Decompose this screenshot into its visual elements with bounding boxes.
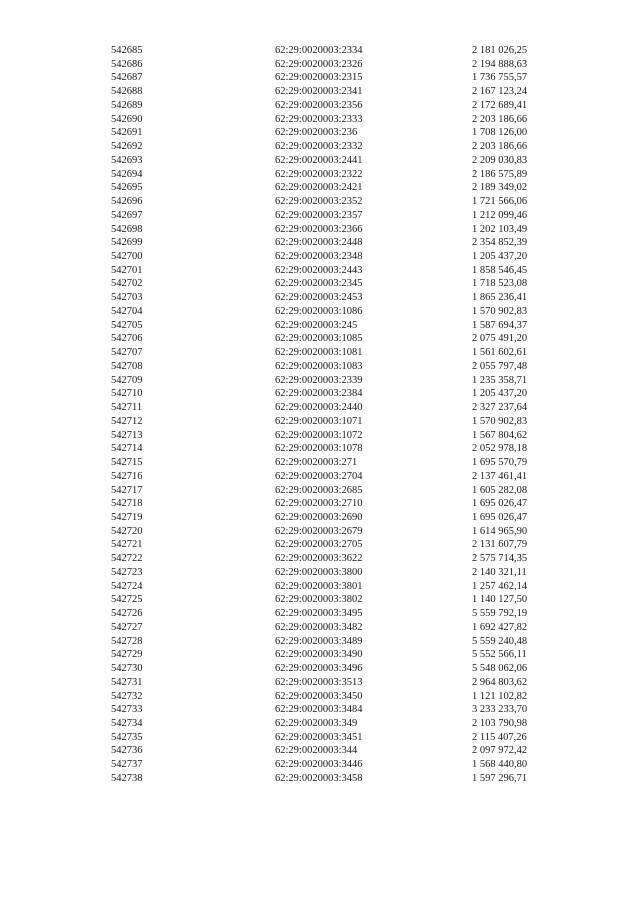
row-number: 542692 xyxy=(111,141,143,153)
cadastral-number: 62:29:0020003:3802 xyxy=(275,594,363,606)
cadastral-value: 5 548 062,06 xyxy=(472,663,528,675)
table-row xyxy=(0,154,640,168)
cadastral-number: 62:29:0020003:2356 xyxy=(275,99,363,111)
table-row xyxy=(0,387,640,401)
table-row xyxy=(0,525,640,539)
row-number: 542720 xyxy=(111,525,143,537)
table-row xyxy=(0,456,640,470)
row-number: 542693 xyxy=(111,154,143,166)
cadastral-value: 2 052 978,18 xyxy=(472,443,528,455)
row-number: 542728 xyxy=(111,635,143,647)
row-number: 542729 xyxy=(111,649,143,661)
cadastral-number: 62:29:0020003:2339 xyxy=(275,374,363,386)
cadastral-number: 62:29:0020003:2352 xyxy=(275,196,363,208)
cadastral-value: 2 131 607,79 xyxy=(472,539,528,551)
row-number: 542736 xyxy=(111,745,143,757)
cadastral-value: 3 233 233,70 xyxy=(472,704,528,716)
cadastral-value: 1 721 566,06 xyxy=(472,196,528,208)
table-row xyxy=(0,593,640,607)
cadastral-value: 2 186 575,89 xyxy=(472,168,528,180)
cadastral-number: 62:29:0020003:271 xyxy=(275,457,358,469)
row-number: 542723 xyxy=(111,566,143,578)
cadastral-number: 62:29:0020003:2333 xyxy=(275,113,363,125)
cadastral-value: 1 695 026,47 xyxy=(472,498,528,510)
table-row xyxy=(0,44,640,58)
cadastral-number: 62:29:0020003:2341 xyxy=(275,86,363,98)
cadastral-number: 62:29:0020003:344 xyxy=(275,745,358,757)
cadastral-value: 1 695 026,47 xyxy=(472,511,528,523)
cadastral-number: 62:29:0020003:2441 xyxy=(275,154,363,166)
table-row xyxy=(0,374,640,388)
cadastral-value: 2 097 972,42 xyxy=(472,745,528,757)
cadastral-value: 2 172 689,41 xyxy=(472,99,528,111)
cadastral-value: 2 189 349,02 xyxy=(472,182,528,194)
cadastral-number: 62:29:0020003:2326 xyxy=(275,58,363,70)
cadastral-number: 62:29:0020003:1086 xyxy=(275,305,363,317)
cadastral-number: 62:29:0020003:2685 xyxy=(275,484,363,496)
row-number: 542731 xyxy=(111,676,143,688)
table-row xyxy=(0,181,640,195)
cadastral-number: 62:29:0020003:3800 xyxy=(275,566,363,578)
cadastral-value-table xyxy=(0,44,640,786)
table-row xyxy=(0,607,640,621)
row-number: 542687 xyxy=(111,72,143,84)
row-number: 542725 xyxy=(111,594,143,606)
row-number: 542701 xyxy=(111,264,143,276)
row-number: 542702 xyxy=(111,278,143,290)
cadastral-number: 62:29:0020003:2366 xyxy=(275,223,363,235)
table-row xyxy=(0,277,640,291)
table-row xyxy=(0,648,640,662)
row-number: 542721 xyxy=(111,539,143,551)
cadastral-number: 62:29:0020003:2345 xyxy=(275,278,363,290)
row-number: 542690 xyxy=(111,113,143,125)
cadastral-value: 5 552 566,11 xyxy=(472,649,527,661)
table-row xyxy=(0,538,640,552)
cadastral-number: 62:29:0020003:2332 xyxy=(275,141,363,153)
row-number: 542738 xyxy=(111,772,143,784)
cadastral-value: 1 614 965,90 xyxy=(472,525,528,537)
table-row xyxy=(0,319,640,333)
cadastral-number: 62:29:0020003:3490 xyxy=(275,649,363,661)
table-row xyxy=(0,744,640,758)
cadastral-number: 62:29:0020003:3451 xyxy=(275,731,363,743)
cadastral-number: 62:29:0020003:3489 xyxy=(275,635,363,647)
cadastral-value: 2 327 237,64 xyxy=(472,402,528,414)
row-number: 542717 xyxy=(111,484,143,496)
cadastral-value: 2 964 803,62 xyxy=(472,676,528,688)
row-number: 542704 xyxy=(111,305,143,317)
table-row xyxy=(0,470,640,484)
cadastral-number: 62:29:0020003:2421 xyxy=(275,182,363,194)
table-row xyxy=(0,71,640,85)
cadastral-number: 62:29:0020003:3622 xyxy=(275,553,363,565)
row-number: 542703 xyxy=(111,292,143,304)
row-number: 542700 xyxy=(111,251,143,263)
cadastral-number: 62:29:0020003:3446 xyxy=(275,759,363,771)
cadastral-value: 1 597 296,71 xyxy=(472,772,528,784)
table-row xyxy=(0,552,640,566)
row-number: 542711 xyxy=(111,402,143,414)
cadastral-value: 2 354 852,39 xyxy=(472,237,528,249)
cadastral-number: 62:29:0020003:2453 xyxy=(275,292,363,304)
table-row xyxy=(0,223,640,237)
table-row xyxy=(0,236,640,250)
cadastral-value: 5 559 240,48 xyxy=(472,635,528,647)
row-number: 542688 xyxy=(111,86,143,98)
cadastral-value: 1 205 437,20 xyxy=(472,388,528,400)
row-number: 542730 xyxy=(111,663,143,675)
cadastral-value: 2 575 714,35 xyxy=(472,553,528,565)
table-row xyxy=(0,415,640,429)
cadastral-number: 62:29:0020003:2315 xyxy=(275,72,363,84)
table-row xyxy=(0,250,640,264)
table-row xyxy=(0,168,640,182)
cadastral-value: 5 559 792,19 xyxy=(472,608,528,620)
cadastral-number: 62:29:0020003:3450 xyxy=(275,690,363,702)
table-row xyxy=(0,291,640,305)
table-row xyxy=(0,113,640,127)
row-number: 542714 xyxy=(111,443,143,455)
row-number: 542732 xyxy=(111,690,143,702)
row-number: 542696 xyxy=(111,196,143,208)
cadastral-number: 62:29:0020003:2704 xyxy=(275,470,363,482)
cadastral-number: 62:29:0020003:2679 xyxy=(275,525,363,537)
table-row xyxy=(0,690,640,704)
cadastral-value: 2 103 790,98 xyxy=(472,717,528,729)
row-number: 542726 xyxy=(111,608,143,620)
table-row xyxy=(0,442,640,456)
table-row xyxy=(0,346,640,360)
row-number: 542686 xyxy=(111,58,143,70)
cadastral-value: 1 202 103,49 xyxy=(472,223,528,235)
row-number: 542706 xyxy=(111,333,143,345)
row-number: 542699 xyxy=(111,237,143,249)
table-row xyxy=(0,332,640,346)
cadastral-number: 62:29:0020003:2705 xyxy=(275,539,363,551)
cadastral-value: 1 718 523,08 xyxy=(472,278,528,290)
row-number: 542722 xyxy=(111,553,143,565)
row-number: 542715 xyxy=(111,457,143,469)
row-number: 542694 xyxy=(111,168,143,180)
table-row xyxy=(0,635,640,649)
row-number: 542705 xyxy=(111,319,143,331)
table-row xyxy=(0,429,640,443)
table-row xyxy=(0,621,640,635)
table-row xyxy=(0,58,640,72)
row-number: 542691 xyxy=(111,127,143,139)
table-row xyxy=(0,662,640,676)
table-row xyxy=(0,484,640,498)
cadastral-value: 1 567 804,62 xyxy=(472,429,528,441)
cadastral-value: 1 212 099,46 xyxy=(472,209,528,221)
row-number: 542697 xyxy=(111,209,143,221)
table-row xyxy=(0,209,640,223)
cadastral-number: 62:29:0020003:236 xyxy=(275,127,358,139)
table-row xyxy=(0,126,640,140)
cadastral-number: 62:29:0020003:2348 xyxy=(275,251,363,263)
cadastral-value: 1 865 236,41 xyxy=(472,292,528,304)
table-row xyxy=(0,360,640,374)
table-row xyxy=(0,566,640,580)
table-row xyxy=(0,580,640,594)
cadastral-value: 1 568 440,80 xyxy=(472,759,528,771)
row-number: 542710 xyxy=(111,388,143,400)
cadastral-number: 62:29:0020003:2440 xyxy=(275,402,363,414)
cadastral-value: 1 858 546,45 xyxy=(472,264,528,276)
cadastral-value: 1 692 427,82 xyxy=(472,621,528,633)
table-row xyxy=(0,195,640,209)
table-row xyxy=(0,511,640,525)
cadastral-number: 62:29:0020003:2334 xyxy=(275,45,363,56)
cadastral-value: 2 167 123,24 xyxy=(472,86,528,98)
cadastral-number: 62:29:0020003:3495 xyxy=(275,608,363,620)
cadastral-value: 1 140 127,50 xyxy=(472,594,528,606)
cadastral-value: 1 561 602,61 xyxy=(472,347,528,359)
row-number: 542735 xyxy=(111,731,143,743)
cadastral-value: 2 075 491,20 xyxy=(472,333,528,345)
row-number: 542713 xyxy=(111,429,143,441)
cadastral-value: 1 736 755,57 xyxy=(472,72,528,84)
cadastral-number: 62:29:0020003:245 xyxy=(275,319,358,331)
row-number: 542695 xyxy=(111,182,143,194)
cadastral-number: 62:29:0020003:2322 xyxy=(275,168,363,180)
cadastral-value: 1 695 570,79 xyxy=(472,457,528,469)
row-number: 542733 xyxy=(111,704,143,716)
row-number: 542709 xyxy=(111,374,143,386)
cadastral-value: 1 570 902,83 xyxy=(472,415,528,427)
cadastral-value: 2 055 797,48 xyxy=(472,360,528,372)
row-number: 542698 xyxy=(111,223,143,235)
cadastral-value: 1 121 102,82 xyxy=(472,690,528,702)
table-row xyxy=(0,305,640,319)
cadastral-number: 62:29:0020003:2710 xyxy=(275,498,363,510)
table-row xyxy=(0,140,640,154)
cadastral-value: 2 140 321,11 xyxy=(472,566,527,578)
cadastral-number: 62:29:0020003:3513 xyxy=(275,676,363,688)
table-row xyxy=(0,731,640,745)
table-row xyxy=(0,676,640,690)
cadastral-value: 1 570 902,83 xyxy=(472,305,528,317)
cadastral-number: 62:29:0020003:349 xyxy=(275,717,358,729)
cadastral-number: 62:29:0020003:2690 xyxy=(275,511,363,523)
cadastral-number: 62:29:0020003:1081 xyxy=(275,347,363,359)
row-number: 542708 xyxy=(111,360,143,372)
cadastral-number: 62:29:0020003:1078 xyxy=(275,443,363,455)
cadastral-number: 62:29:0020003:2443 xyxy=(275,264,363,276)
cadastral-value: 1 205 437,20 xyxy=(472,251,528,263)
cadastral-value: 2 209 030,83 xyxy=(472,154,528,166)
cadastral-value: 1 587 694,37 xyxy=(472,319,528,331)
table-row xyxy=(0,703,640,717)
cadastral-value: 2 181 026,25 xyxy=(472,45,528,56)
row-number: 542712 xyxy=(111,415,143,427)
table-row xyxy=(0,85,640,99)
cadastral-value: 2 194 888,63 xyxy=(472,58,528,70)
cadastral-value: 2 203 186,66 xyxy=(472,141,528,153)
row-number: 542719 xyxy=(111,511,143,523)
row-number: 542737 xyxy=(111,759,143,771)
table-row xyxy=(0,717,640,731)
cadastral-number: 62:29:0020003:3484 xyxy=(275,704,363,716)
cadastral-number: 62:29:0020003:1071 xyxy=(275,415,363,427)
row-number: 542685 xyxy=(111,45,143,56)
cadastral-number: 62:29:0020003:3801 xyxy=(275,580,363,592)
cadastral-value: 2 115 407,26 xyxy=(472,731,527,743)
cadastral-value: 1 708 126,00 xyxy=(472,127,528,139)
table-row xyxy=(0,772,640,786)
cadastral-number: 62:29:0020003:1083 xyxy=(275,360,363,372)
cadastral-number: 62:29:0020003:1072 xyxy=(275,429,363,441)
cadastral-number: 62:29:0020003:3496 xyxy=(275,663,363,675)
row-number: 542734 xyxy=(111,717,143,729)
cadastral-value: 2 203 186,66 xyxy=(472,113,528,125)
row-number: 542718 xyxy=(111,498,143,510)
cadastral-number: 62:29:0020003:2448 xyxy=(275,237,363,249)
table-row xyxy=(0,264,640,278)
table-row xyxy=(0,758,640,772)
table-row xyxy=(0,401,640,415)
cadastral-number: 62:29:0020003:2357 xyxy=(275,209,363,221)
cadastral-value: 1 257 462,14 xyxy=(472,580,528,592)
cadastral-number: 62:29:0020003:3482 xyxy=(275,621,363,633)
row-number: 542727 xyxy=(111,621,143,633)
cadastral-value: 1 605 282,08 xyxy=(472,484,528,496)
cadastral-value: 1 235 358,71 xyxy=(472,374,528,386)
cadastral-number: 62:29:0020003:1085 xyxy=(275,333,363,345)
table-row xyxy=(0,497,640,511)
cadastral-number: 62:29:0020003:3458 xyxy=(275,772,363,784)
row-number: 542724 xyxy=(111,580,143,592)
table-row xyxy=(0,99,640,113)
row-number: 542716 xyxy=(111,470,143,482)
cadastral-value: 2 137 461,41 xyxy=(472,470,528,482)
row-number: 542689 xyxy=(111,99,143,111)
cadastral-number: 62:29:0020003:2384 xyxy=(275,388,363,400)
row-number: 542707 xyxy=(111,347,143,359)
